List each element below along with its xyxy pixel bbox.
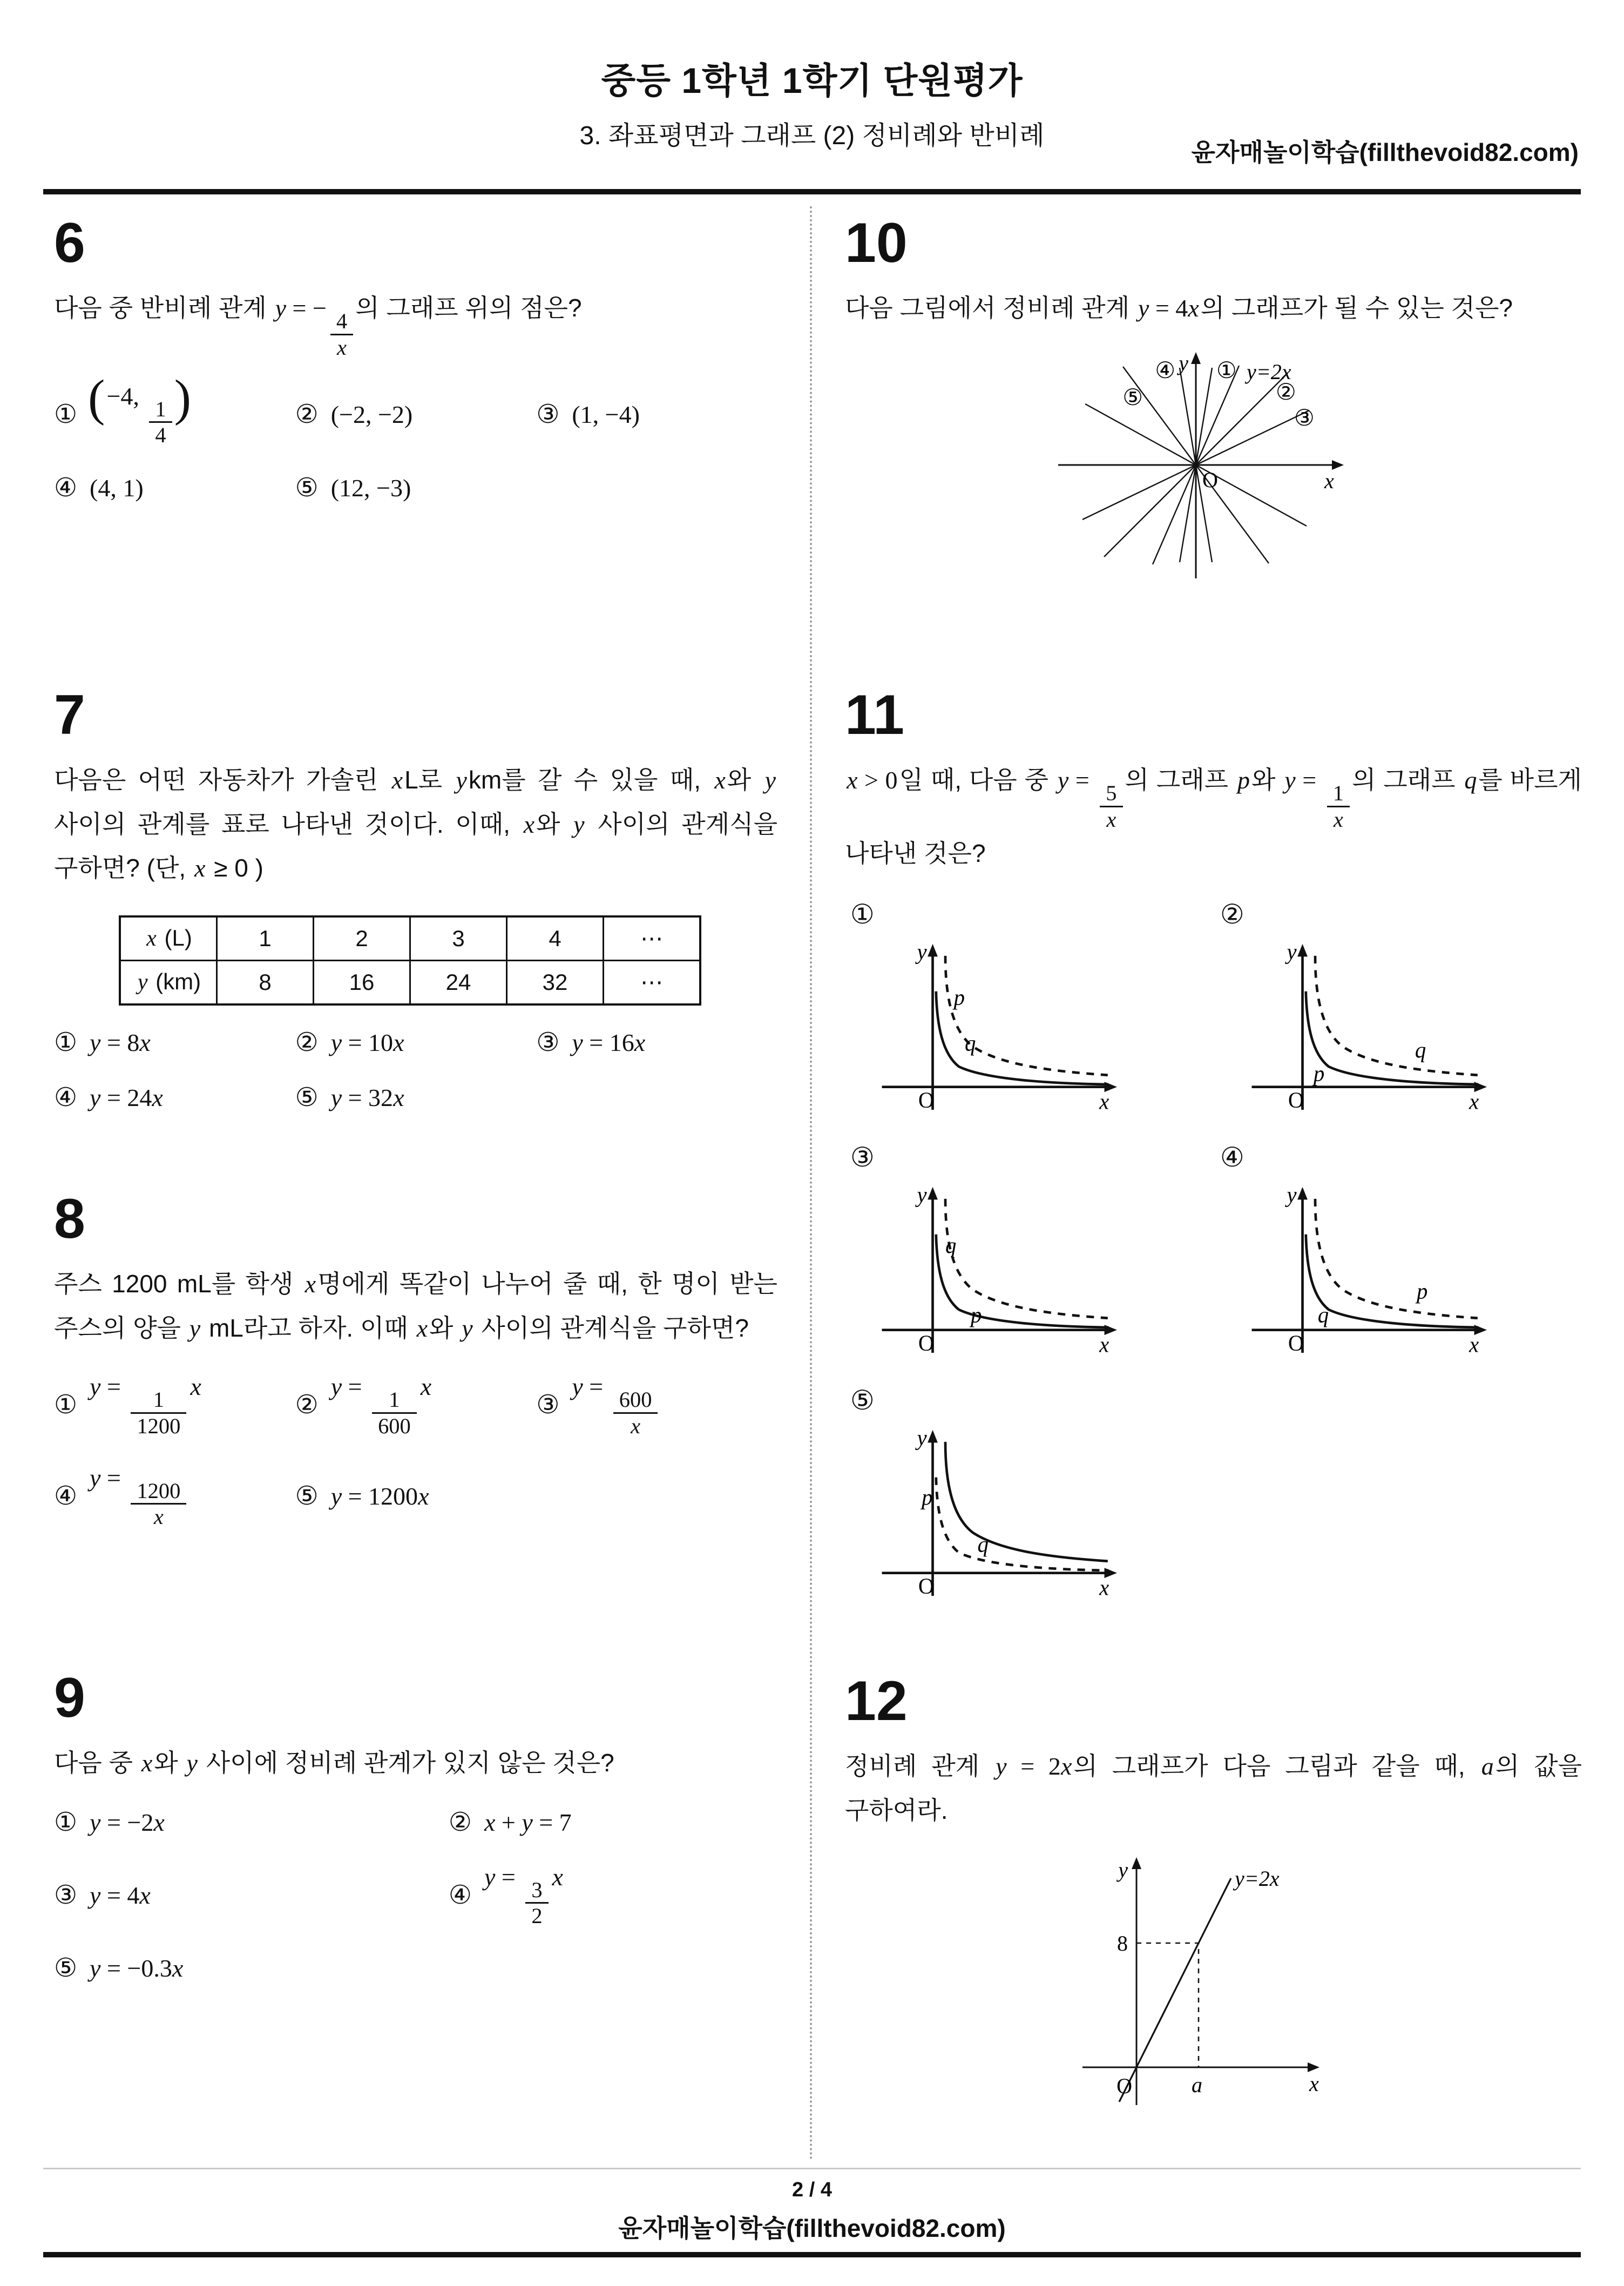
option-label: ④ bbox=[1220, 1142, 1244, 1173]
choice bbox=[54, 473, 295, 503]
question-11 bbox=[845, 684, 1582, 1603]
choice bbox=[54, 1372, 295, 1438]
header-site-name: 윤자매놀이학습(fillthevoid82.com) bbox=[1191, 138, 1579, 166]
y-axis-arrow bbox=[928, 1187, 938, 1200]
choice-body: y = $\frac{3}{2}$ x bbox=[484, 1863, 563, 1928]
question-number: 7 bbox=[54, 684, 85, 746]
hyperbola-graph-1 bbox=[869, 939, 1123, 1117]
choice-list bbox=[54, 1372, 777, 1529]
y-axis-arrow bbox=[1297, 1187, 1308, 1200]
outer-curve bbox=[945, 1199, 1108, 1318]
q11-option-1 bbox=[845, 899, 1215, 1117]
question-7 bbox=[54, 684, 778, 1112]
choice-label: ⑤ bbox=[54, 1954, 78, 1983]
choice-body: y = −2x bbox=[90, 1808, 165, 1836]
table-cell: 24 bbox=[410, 960, 507, 1004]
question-number: 11 bbox=[845, 684, 904, 746]
choice-label: ② bbox=[295, 1028, 319, 1057]
outer-curve bbox=[1315, 956, 1478, 1075]
table-cell: 1 bbox=[217, 916, 314, 961]
choice-label: ② bbox=[295, 1391, 319, 1420]
choice bbox=[536, 1372, 777, 1438]
curve-label-p: p bbox=[1417, 1279, 1428, 1304]
choice bbox=[536, 1027, 777, 1057]
choice bbox=[54, 1807, 449, 1837]
table-cell: 8 bbox=[217, 960, 314, 1004]
table-cell: 32 bbox=[507, 960, 604, 1004]
x-axis-label: x bbox=[1099, 1332, 1109, 1357]
choice-body: y = 32x bbox=[330, 1083, 404, 1111]
curve-label-p: p bbox=[1313, 1062, 1325, 1087]
q7-value-table bbox=[119, 915, 701, 1006]
line-equation-label: y=2x bbox=[1235, 1866, 1280, 1891]
origin-label: O bbox=[1202, 467, 1218, 492]
choice-list bbox=[54, 1027, 777, 1112]
choice-body: y = 24x bbox=[90, 1083, 163, 1111]
outer-curve bbox=[1315, 1199, 1478, 1318]
q11-option-3 bbox=[845, 1142, 1215, 1360]
footer-bar bbox=[43, 2252, 1581, 2257]
question-number: 6 bbox=[54, 212, 85, 274]
x-axis-label: x bbox=[1324, 468, 1334, 493]
choice-label: ⑤ bbox=[295, 473, 319, 502]
choice bbox=[295, 399, 537, 429]
question-prompt: 다음 중 반비례 관계 y = − $\frac{4}{x}$ 의 그래프 위의 점은? bbox=[54, 294, 582, 360]
footer-rule bbox=[43, 2168, 1581, 2169]
q11-option-grid bbox=[845, 899, 1582, 1603]
graph-label-4: ④ bbox=[1155, 357, 1175, 383]
question-prompt: x > 0일 때, 다음 중 y = $\frac{5}{x}$ 의 그래프 p와 y = $\frac{1}{x}$ 의 그래프 q를 바르게 나타낸 것은? bbox=[845, 766, 1582, 867]
question-6 bbox=[54, 212, 777, 503]
choice-label: ③ bbox=[536, 1028, 560, 1057]
header-rule bbox=[43, 189, 1581, 194]
table-cell: 16 bbox=[314, 960, 410, 1004]
origin-label: O bbox=[918, 1574, 935, 1599]
question-prompt: 다음 중 x와 y 사이에 정비례 관계가 있지 않은 것은? bbox=[54, 1749, 614, 1777]
y-axis-label: y bbox=[917, 940, 927, 965]
x-axis-label: x bbox=[1469, 1089, 1479, 1114]
x-axis-label: x bbox=[1309, 2072, 1319, 2096]
inner-curve bbox=[936, 1478, 1109, 1570]
y-axis-arrow bbox=[928, 944, 938, 957]
choice bbox=[536, 399, 777, 429]
inner-curve bbox=[1306, 1235, 1479, 1327]
y-axis-arrow bbox=[928, 1430, 938, 1443]
option-label: ③ bbox=[850, 1142, 875, 1173]
hyperbola-graph-2 bbox=[1239, 939, 1493, 1117]
table-header-cell: y (km) bbox=[120, 960, 217, 1004]
choice-label: ① bbox=[54, 1808, 78, 1837]
y-axis-arrow bbox=[1191, 352, 1201, 364]
y-axis-label: y bbox=[1287, 940, 1297, 965]
footer-site-name: 윤자매놀이학습(fillthevoid82.com) bbox=[618, 2214, 1006, 2242]
y-axis-label: y bbox=[917, 1426, 927, 1451]
choice-body: y = −0.3x bbox=[90, 1954, 184, 1982]
hyperbola-graph-4 bbox=[1239, 1182, 1493, 1360]
table-cell: 2 bbox=[314, 916, 410, 961]
choice bbox=[54, 1880, 449, 1910]
choice-label: ② bbox=[448, 1808, 472, 1837]
q11-option-5 bbox=[845, 1385, 1215, 1603]
table-cell: 3 bbox=[410, 916, 507, 961]
graph-label-1: ① bbox=[1216, 357, 1237, 383]
table-row bbox=[120, 960, 700, 1004]
footer-page-number: 2 / 4 bbox=[792, 2179, 832, 2201]
choice-body: (12, −3) bbox=[330, 474, 411, 502]
origin-label: O bbox=[1288, 1331, 1304, 1356]
y-axis-label: y bbox=[1179, 350, 1188, 375]
curve-label-p: p bbox=[953, 986, 965, 1010]
origin-label: O bbox=[918, 1088, 935, 1112]
y-axis-label: y bbox=[917, 1183, 927, 1208]
choice-body: (−4, $\frac{1}{4}$ ) bbox=[88, 369, 192, 448]
y-axis-arrow bbox=[1297, 944, 1308, 957]
choice-body: y = $\frac{1}{600}$ x bbox=[330, 1373, 432, 1438]
outer-curve bbox=[945, 1442, 1108, 1561]
curve-label-q: q bbox=[945, 1233, 957, 1258]
choice bbox=[54, 1463, 295, 1529]
choice-label: ① bbox=[54, 1391, 78, 1420]
choice-label: ① bbox=[54, 1028, 78, 1057]
q10-lines-graph bbox=[1050, 349, 1352, 586]
question-12 bbox=[845, 1670, 1582, 2116]
question-prompt: 다음 그림에서 정비례 관계 y = 4x의 그래프가 될 수 있는 것은? bbox=[845, 294, 1513, 322]
choice-label: ③ bbox=[54, 1880, 78, 1910]
choice-label: ③ bbox=[536, 1391, 560, 1420]
choice-body: (4, 1) bbox=[90, 474, 144, 502]
graph-label-3: ③ bbox=[1294, 404, 1315, 430]
choice-label: ① bbox=[54, 400, 78, 429]
choice-label: ③ bbox=[536, 400, 560, 429]
page-subtitle: 3. 좌표평면과 그래프 (2) 정비례와 반비례 bbox=[579, 122, 1045, 150]
choice bbox=[295, 473, 537, 503]
choice-body: y = 1200x bbox=[330, 1482, 429, 1510]
question-number: 12 bbox=[845, 1670, 908, 1732]
choice-body: y = $\frac{1200}{x}$ bbox=[88, 1463, 188, 1529]
choice-label: ② bbox=[295, 400, 319, 429]
x-axis-label: x bbox=[1099, 1089, 1109, 1114]
x-axis-arrow bbox=[1308, 2062, 1320, 2072]
choice-list bbox=[54, 1807, 777, 1984]
origin-label: O bbox=[1288, 1088, 1304, 1112]
question-prompt: 다음은 어떤 자동차가 가솔린 xL로 ykm를 갈 수 있을 때, x와 y 사이의 관계를 표로 나타낸 것이다. 이때, x와 y 사이의 관계식을 구하면? (단, x ≥ 0 ) bbox=[54, 766, 778, 882]
inner-curve bbox=[936, 1235, 1109, 1327]
question-8 bbox=[54, 1188, 777, 1529]
choice-label: ④ bbox=[54, 1482, 78, 1511]
column-divider bbox=[810, 206, 812, 2161]
choice bbox=[449, 1862, 777, 1928]
question-10 bbox=[845, 212, 1582, 586]
choice bbox=[295, 1027, 537, 1057]
y-axis-label: y bbox=[1118, 1858, 1128, 1882]
origin-label: O bbox=[1116, 2074, 1132, 2098]
choice-body: y = $\frac{600}{x}$ bbox=[570, 1372, 660, 1438]
question-9 bbox=[54, 1667, 777, 1983]
choice-body: y = 16x bbox=[572, 1028, 646, 1056]
choice-label: ④ bbox=[54, 1083, 78, 1112]
curve-label-p: p bbox=[922, 1485, 933, 1510]
choice bbox=[449, 1807, 777, 1837]
choice bbox=[54, 1082, 295, 1112]
y-axis-arrow bbox=[1132, 1857, 1141, 1869]
q11-option-2 bbox=[1215, 899, 1582, 1117]
choice-body: y = 10x bbox=[330, 1028, 404, 1056]
choice-body: y = $\frac{1}{1200}$ x bbox=[90, 1373, 201, 1438]
inner-curve bbox=[1306, 992, 1479, 1087]
q12-line-graph bbox=[1072, 1846, 1325, 2116]
x-axis-label: x bbox=[1099, 1575, 1109, 1600]
curve-label-q: q bbox=[965, 1031, 976, 1056]
choice-list bbox=[54, 369, 777, 503]
question-prompt: 정비례 관계 y = 2x의 그래프가 다음 그림과 같을 때, a의 값을 구하여라. bbox=[845, 1752, 1582, 1824]
choice-body: x + y = 7 bbox=[484, 1808, 572, 1836]
x-value-label: a bbox=[1192, 2073, 1202, 2097]
option-label: ⑤ bbox=[850, 1385, 875, 1416]
origin-label: O bbox=[918, 1331, 935, 1356]
choice bbox=[295, 1372, 537, 1438]
table-cell: 4 bbox=[507, 916, 604, 961]
choice-label: ④ bbox=[54, 473, 78, 502]
choice-label: ⑤ bbox=[295, 1482, 319, 1511]
graph-label-2: ② bbox=[1276, 379, 1296, 404]
page-title: 중등 1학년 1학기 단원평가 bbox=[601, 60, 1023, 100]
choice-body: (−2, −2) bbox=[330, 401, 413, 429]
question-number: 10 bbox=[845, 212, 908, 274]
curve-label-q: q bbox=[1415, 1038, 1426, 1063]
option-label: ② bbox=[1220, 899, 1244, 930]
q11-option-4 bbox=[1215, 1142, 1582, 1360]
table-row bbox=[120, 916, 700, 961]
choice bbox=[295, 1481, 537, 1511]
graph-label-5: ⑤ bbox=[1122, 384, 1143, 410]
table-cell: ⋯ bbox=[604, 960, 701, 1004]
line-equation-label: y=2x bbox=[1247, 359, 1291, 384]
curve-label-q: q bbox=[1317, 1303, 1329, 1327]
y-value-label: 8 bbox=[1117, 1931, 1128, 1955]
curve-label-q: q bbox=[977, 1532, 989, 1557]
choice-body: y = 8x bbox=[90, 1028, 151, 1056]
choice-label: ④ bbox=[448, 1880, 472, 1910]
table-cell: ⋯ bbox=[604, 916, 701, 961]
choice-label: ⑤ bbox=[295, 1083, 319, 1112]
choice bbox=[54, 1027, 295, 1057]
option-label: ① bbox=[850, 899, 875, 930]
hyperbola-graph-5 bbox=[869, 1425, 1123, 1603]
choice bbox=[54, 369, 295, 448]
choice-body: (1, −4) bbox=[572, 401, 640, 429]
curve-label-p: p bbox=[971, 1303, 982, 1327]
question-prompt: 주스 1200 mL를 학생 x명에게 똑같이 나누어 줄 때, 한 명이 받는 주스의 양을 y mL라고 하자. 이때 x와 y 사이의 관계식을 구하면? bbox=[54, 1270, 777, 1342]
table-header-cell: x (L) bbox=[120, 916, 217, 961]
choice-body: y = 4x bbox=[90, 1881, 151, 1909]
choice bbox=[295, 1082, 537, 1112]
y-axis-label: y bbox=[1287, 1183, 1297, 1208]
choice bbox=[54, 1953, 449, 1983]
x-axis-label: x bbox=[1469, 1332, 1479, 1357]
question-number: 9 bbox=[54, 1667, 85, 1729]
hyperbola-graph-3 bbox=[869, 1182, 1123, 1360]
question-number: 8 bbox=[54, 1188, 85, 1250]
outer-curve bbox=[945, 956, 1108, 1075]
